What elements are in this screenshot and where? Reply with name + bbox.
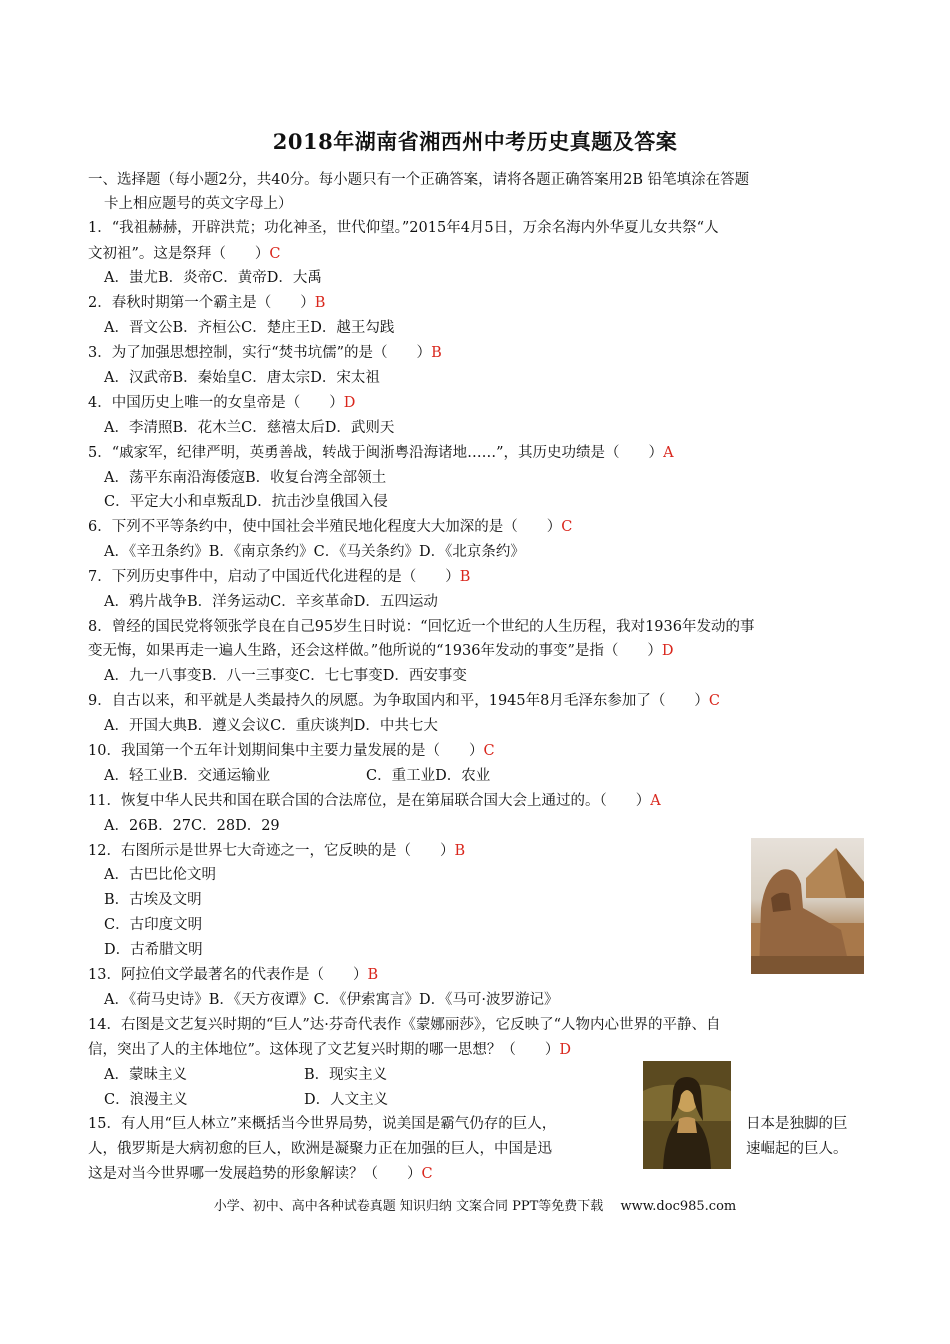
question-3-options: A．汉武帝B．秦始皇C．唐太宗D．宋太祖 (104, 370, 380, 386)
answer-6: C (561, 519, 573, 535)
mona-lisa-image (643, 1061, 731, 1169)
question-7-options: A．鸦片战争B．洋务运动C．辛亥革命D．五四运动 (104, 594, 438, 610)
question-5-options-1: A．荡平东南沿海倭寇B．收复台湾全部领土 (104, 470, 387, 486)
question-11: 11．恢复中华人民共和国在联合国的合法席位，是在第届联合国大会上通过的。（ ）A (88, 793, 661, 809)
question-1-line-1: 1．“我祖赫赫，开辟洪荒；功化神圣，世代仰望。”2015年4月5日，万余名海内外华夏儿女共祭“人 (88, 220, 719, 236)
question-12: 12．右图所示是世界七大奇迹之一，它反映的是（ ）B (88, 843, 466, 859)
question-15-line-3: 这是对当今世界哪一发展趋势的形象解读？（ ）C (88, 1166, 433, 1182)
question-10: 10．我国第一个五年计划期间集中主要力量发展的是（ ）C (88, 743, 495, 759)
sphinx-pyramid-image (751, 838, 864, 974)
answer-2: B (314, 295, 326, 311)
question-14-option-a: A．蒙昧主义 (104, 1067, 187, 1083)
question-14-option-c: C．浪漫主义 (104, 1092, 188, 1108)
question-6: 6．下列不平等条约中，使中国社会半殖民地化程度大大加深的是（ ）C (88, 519, 573, 535)
answer-15: C (421, 1166, 433, 1182)
section-heading-cont: 卡上相应题号的英文字母上） (104, 196, 293, 212)
question-8-options: A．九一八事变B．八一三事变C．七七事变D．西安事变 (104, 668, 467, 684)
question-4: 4．中国历史上唯一的女皇帝是（ ）D (88, 395, 356, 411)
answer-7: B (459, 569, 471, 585)
answer-1: C (269, 246, 281, 262)
question-1-options: A．蚩尤B．炎帝C．黄帝D．大禹 (104, 270, 322, 286)
answer-12: B (454, 843, 466, 859)
question-2-options: A．晋文公B．齐桓公C．楚庄王D．越王勾践 (104, 320, 395, 336)
question-4-options: A．李清照B．花木兰C．慈禧太后D．武则天 (104, 420, 395, 436)
question-13: 13．阿拉伯文学最著名的代表作是（ ）B (88, 967, 379, 983)
question-15-line-1a: 15．有人用“巨人林立”来概括当今世界局势，说美国是霸气仍存的巨人， (88, 1116, 557, 1132)
question-10-options-2: C．重工业D．农业 (366, 768, 491, 784)
question-2: 2．春秋时期第一个霸主是（ ）B (88, 295, 326, 311)
answer-3: B (431, 345, 442, 361)
question-14-option-b: B．现实主义 (304, 1067, 388, 1083)
question-5-options-2: C．平定大小和卓叛乱D．抗击沙皇俄国入侵 (104, 494, 388, 510)
question-12-option-a: A．古巴比伦文明 (104, 867, 216, 883)
question-12-option-d: D．古希腊文明 (104, 942, 203, 958)
question-6-options: A．《辛丑条约》B．《南京条约》C．《马关条约》D．《北京条约》 (104, 544, 525, 560)
question-14-line-2: 信，突出了人的主体地位”。这体现了文艺复兴时期的哪一思想？（ ）D (88, 1042, 572, 1058)
question-13-options: A．《荷马史诗》B．《天方夜谭》C．《伊索寓言》D．《马可·波罗游记》 (104, 992, 559, 1008)
question-3: 3．为了加强思想控制，实行“焚书坑儒”的是（ ）B (88, 345, 442, 361)
footer-text: 小学、初中、高中各种试卷真题 知识归纳 文案合同 PPT等免费下载 www.doc985.com (213, 1199, 737, 1214)
section-heading: 一、选择题（每小题2分，共40分。每小题只有一个正确答案，请将各题正确答案用2B 铅笔填涂在答题 (88, 172, 750, 188)
question-8-line-2: 变无悔，如果再走一遍人生路，还会这样做。”他所说的“1936年发动的事变”是指（ ）D (88, 643, 674, 659)
question-12-option-c: C．古印度文明 (104, 917, 203, 933)
question-12-option-b: B．古埃及文明 (104, 892, 202, 908)
question-15-line-2b: 速崛起的巨人。 (746, 1141, 848, 1157)
question-7: 7．下列历史事件中，启动了中国近代化进程的是（ ）B (88, 569, 471, 585)
question-1-line-2: 文初祖”。这是祭拜（ ）C (88, 246, 281, 262)
question-15-line-1b: 日本是独脚的巨 (746, 1116, 848, 1132)
question-10-options-1: A．轻工业B．交通运输业 (104, 768, 271, 784)
answer-5: A (663, 445, 674, 461)
answer-9: C (708, 693, 720, 709)
answer-13: B (367, 967, 379, 983)
answer-4: D (343, 395, 356, 411)
question-5: 5．“戚家军，纪律严明，英勇善战，转战于闽浙粤沿海诸地……”，其历史功绩是（ ）A (88, 445, 674, 461)
question-9-options: A．开国大典B．遵义会议C．重庆谈判D．中共七大 (104, 718, 438, 734)
question-9: 9．自古以来，和平就是人类最持久的夙愿。为争取国内和平，1945年8月毛泽东参加了（ ）C (88, 693, 720, 709)
answer-11: A (650, 793, 661, 809)
page-title: 2018年湖南省湘西州中考历史真题及答案 (272, 129, 678, 154)
question-15-line-2a: 人，俄罗斯是大病初愈的巨人，欧洲是凝聚力正在加强的巨人，中国是迅 (88, 1141, 552, 1157)
answer-10: C (483, 743, 495, 759)
question-8-line-1: 8．曾经的国民党将领张学良在自己95岁生日时说：“回忆近一个世纪的人生历程，我对1936年发动的事 (88, 619, 755, 635)
answer-8: D (661, 643, 674, 659)
question-14-line-1: 14．右图是文艺复兴时期的“巨人”达·芬奇代表作《蒙娜丽莎》，它反映了“人物内心世界的平静、自 (88, 1017, 721, 1033)
question-14-option-d: D．人文主义 (304, 1092, 389, 1108)
question-11-options: A．26B．27C．28D．29 (104, 818, 280, 834)
answer-14: D (559, 1042, 572, 1058)
